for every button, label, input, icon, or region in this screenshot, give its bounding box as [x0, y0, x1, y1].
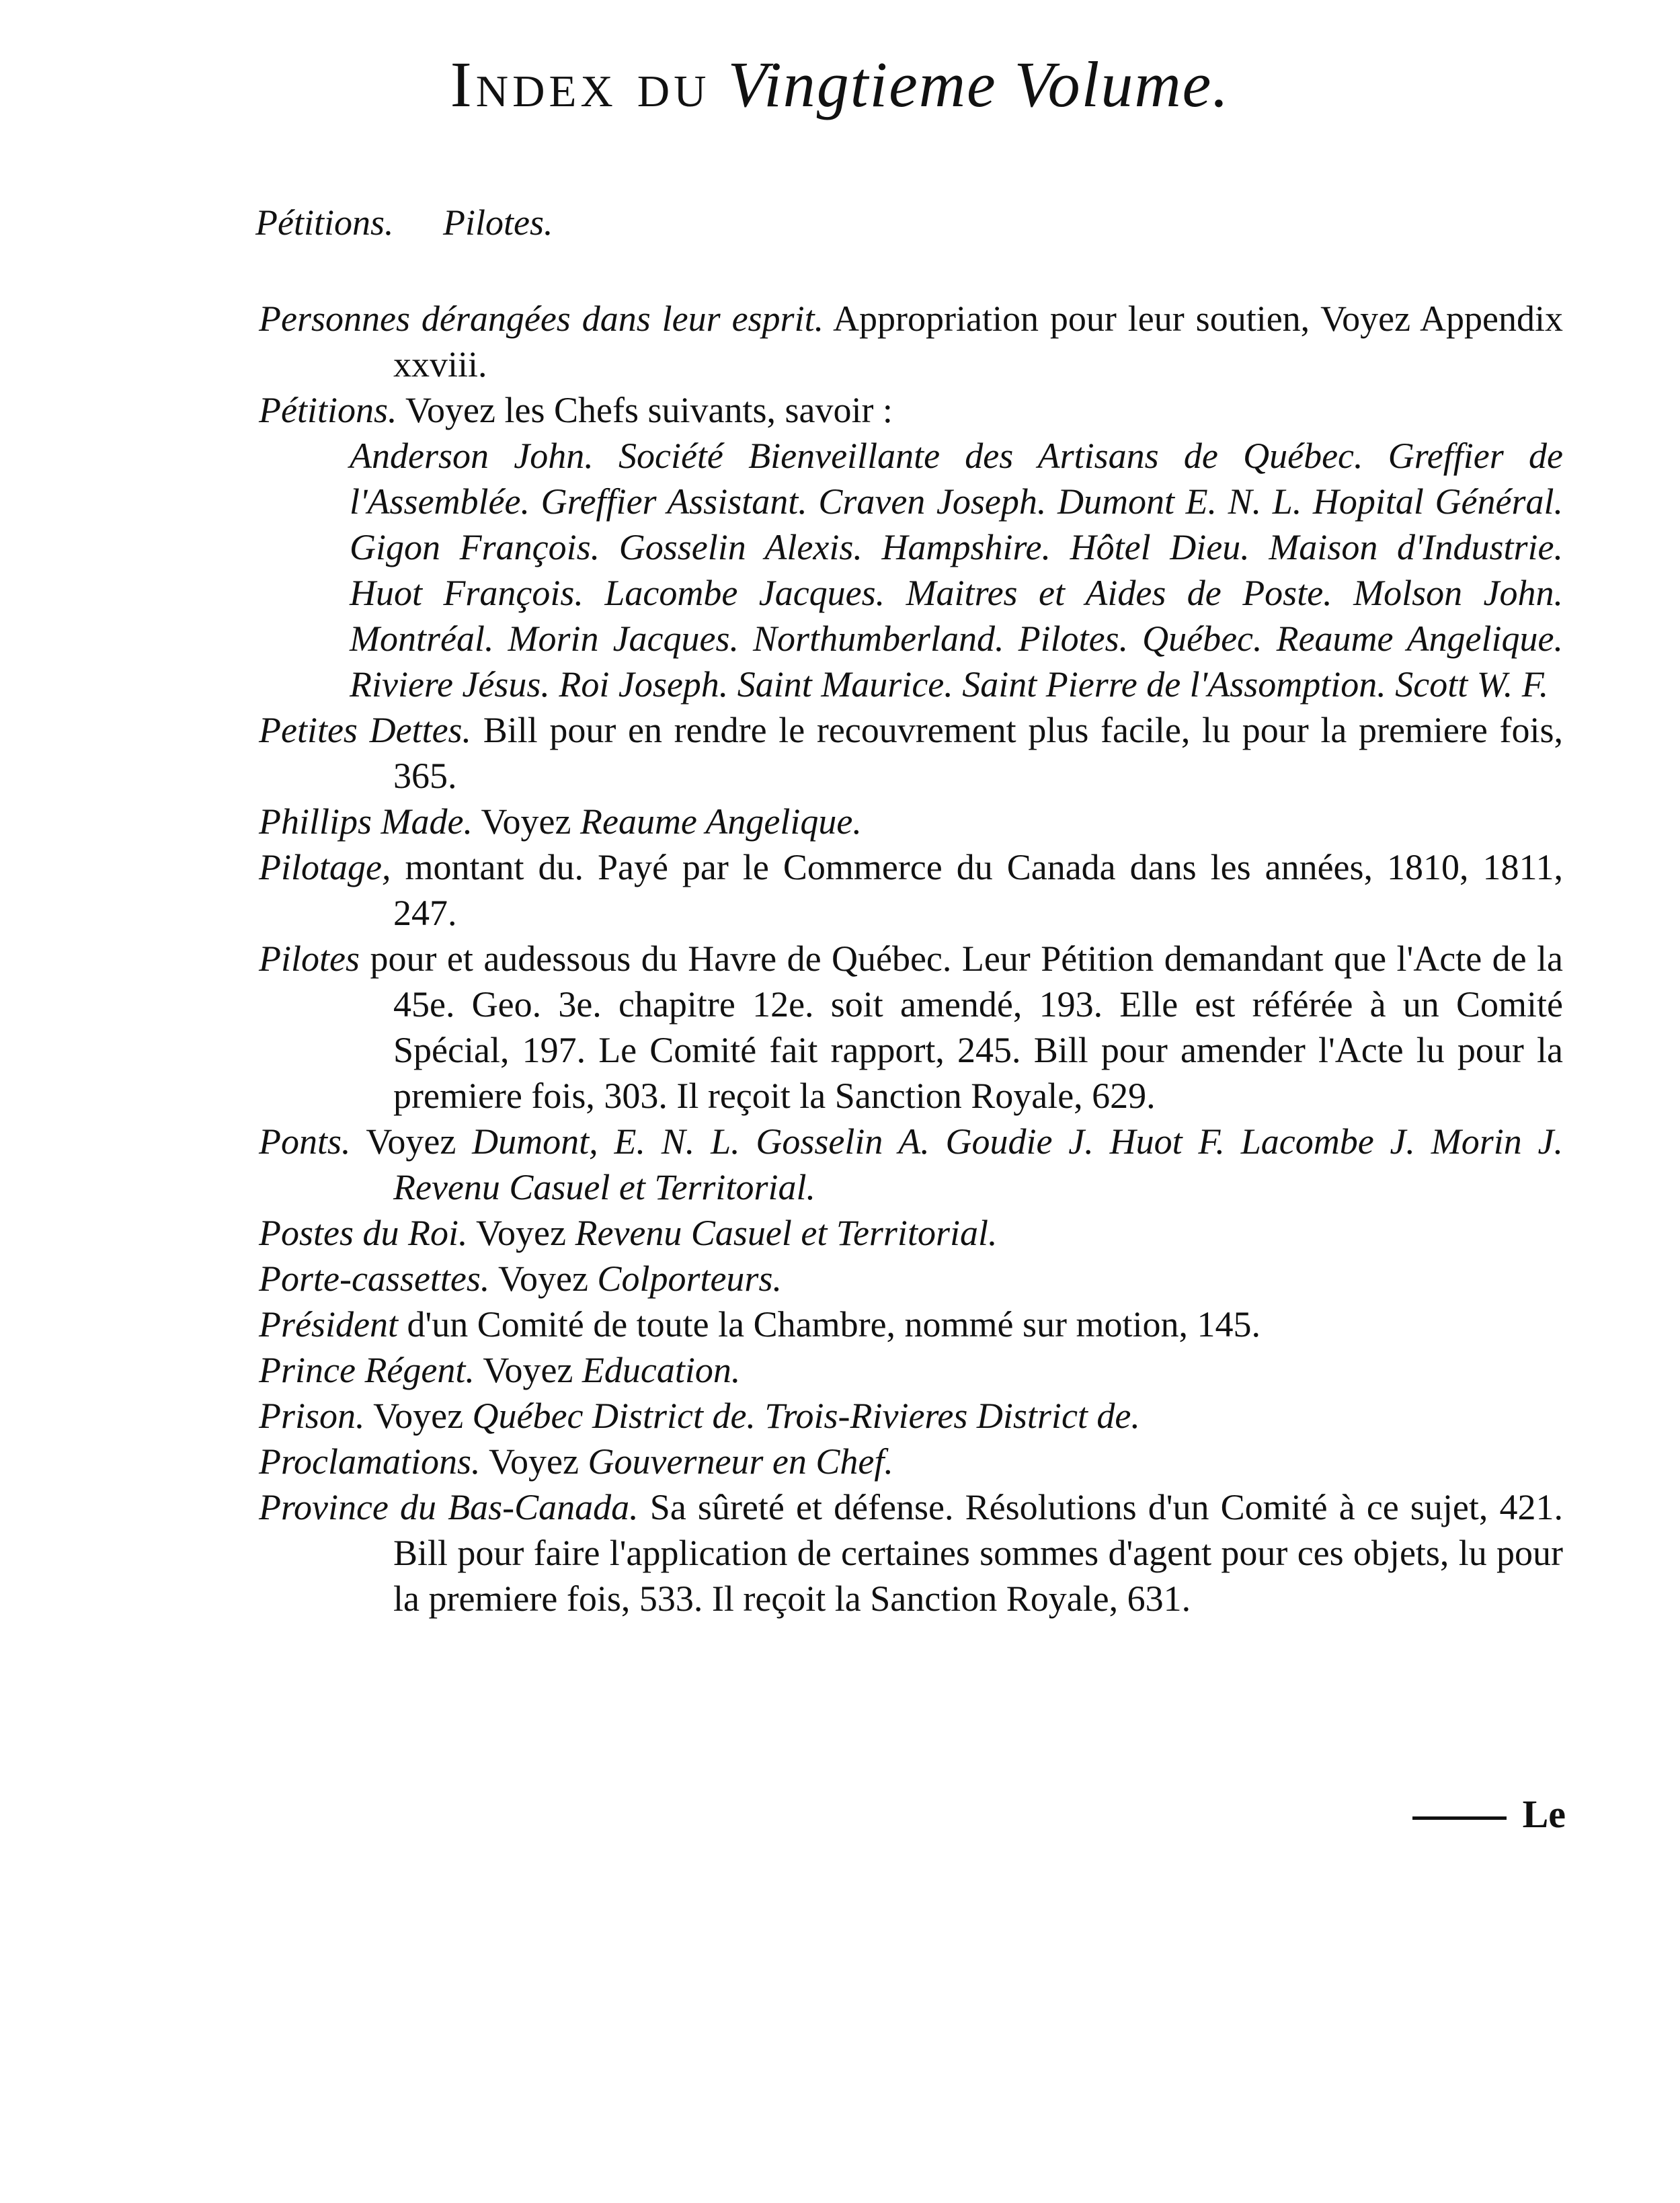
entry-reference: Québec District de. Trois-Rivieres District de.: [472, 1396, 1140, 1436]
entry-head: Phillips Made.: [259, 801, 473, 842]
entry-reference: Colporteurs.: [597, 1258, 782, 1299]
entry-head: Petites Dettes.: [259, 710, 472, 750]
entry-text: Voyez: [483, 1350, 573, 1390]
entry-text: Voyez: [497, 1258, 588, 1299]
catchword: [1412, 1792, 1566, 1837]
entry-text: Voyez: [489, 1441, 579, 1482]
entry-head: Prince Régent.: [259, 1350, 475, 1390]
entry-head: Pétitions.: [259, 390, 397, 430]
entry-text: Bill pour en rendre le recouvrement plus facile, lu pour la premiere fois, 365.: [393, 710, 1563, 796]
entry-text: d'un Comité de toute la Chambre, nommé sur motion, 145.: [407, 1304, 1261, 1345]
entry-head: Président: [259, 1304, 398, 1345]
entry-reference: Gouverneur en Chef.: [588, 1441, 893, 1482]
running-head-right: Pilotes.: [442, 202, 553, 243]
index-entry: [259, 1484, 1563, 1621]
index-entry: [259, 1119, 1563, 1210]
entry-head: Postes du Roi.: [259, 1213, 468, 1253]
running-head: [255, 202, 553, 243]
entry-reference: Revenu Casuel et Territorial.: [575, 1213, 998, 1253]
entry-head: Province du Bas-Canada.: [259, 1487, 639, 1527]
page-title: [0, 47, 1680, 122]
index-entry: [259, 1347, 1563, 1393]
index-entry: [259, 707, 1563, 799]
entry-head: Porte-cassettes.: [259, 1258, 490, 1299]
running-head-left: Pétitions.: [255, 202, 394, 243]
index-entry: [259, 936, 1563, 1119]
entry-text: Voyez les Chefs suivants, savoir :: [405, 390, 893, 430]
entry-text: Appropriation pour leur soutien, Voyez Appendix xxviii.: [393, 298, 1563, 385]
index-entry: [259, 1210, 1563, 1256]
entry-head: Pilotage,: [259, 847, 391, 887]
entry-head: Ponts.: [259, 1121, 351, 1162]
entry-reference: Reaume Angelique.: [579, 801, 862, 842]
catchword-rule: [1412, 1816, 1507, 1820]
title-part-italic: Vingtieme Volume.: [727, 48, 1230, 120]
entry-sub-list: Anderson John. Société Bienveillante des Artisans de Québec. Greffier de l'Assemblée. Greffier Assistant. Craven Joseph. Dumont E. N. L. Hopital Général. Gigon François. Gosselin Alexis. Hampshire. Hôtel Dieu. Maison d'Industrie. Huot François. Lacombe Jacques. Maitres et Aides de Poste. Molson John. Montréal. Morin Jacques. Northumberland. Pilotes. Québec. Reaume Angelique. Riviere Jésus. Roi Joseph. Saint Maurice. Saint Pierre de l'Assomption. Scott W. F.: [350, 436, 1563, 705]
title-part-roman: Index du: [450, 48, 711, 120]
index-entries: [259, 296, 1563, 1621]
entry-reference: Education.: [582, 1350, 741, 1390]
entry-text: Voyez: [373, 1396, 464, 1436]
index-entry: [259, 1393, 1563, 1439]
entry-head: Proclamations.: [259, 1441, 481, 1482]
index-entry: [259, 387, 1563, 433]
entry-text: montant du. Payé par le Commerce du Canada dans les années, 1810, 1811, 247.: [393, 847, 1564, 933]
index-entry: [259, 1439, 1563, 1484]
entry-head: Personnes dérangées dans leur esprit.: [259, 298, 824, 339]
index-entry: [259, 296, 1563, 387]
index-entry: [259, 799, 1563, 844]
index-entry: [259, 844, 1563, 936]
index-entry: [259, 1256, 1563, 1301]
entry-text: pour et audessous du Havre de Québec. Leur Pétition demandant que l'Acte de la 45e. Geo. 3e. chapitre 12e. soit amendé, 193. Elle est référée à un Comité Spécial, 197. Le Comité fait rapport, 245. Bill pour amender l'Acte lu pour la premiere fois, 303. Il reçoit la Sanction Royale, 629.: [370, 938, 1564, 1116]
entry-head: Prison.: [259, 1396, 365, 1436]
index-entry: [259, 1301, 1563, 1347]
entry-text: Sa sûreté et défense. Résolutions d'un Comité à ce sujet, 421. Bill pour faire l'application de certaines sommes d'agent pour ces objets, lu pour la premiere fois, 533. Il reçoit la Sanction Royale, 631.: [393, 1487, 1564, 1619]
catchword-text: Le: [1522, 1792, 1566, 1836]
entry-text: Voyez: [366, 1121, 456, 1162]
entry-head: Pilotes: [259, 938, 360, 979]
entry-text: Voyez: [481, 801, 571, 842]
entry-reference: Dumont, E. N. L. Gosselin A. Goudie J. Huot F. Lacombe J. Morin J. Revenu Casuel et Territorial.: [393, 1121, 1564, 1207]
entry-text: Voyez: [476, 1213, 566, 1253]
